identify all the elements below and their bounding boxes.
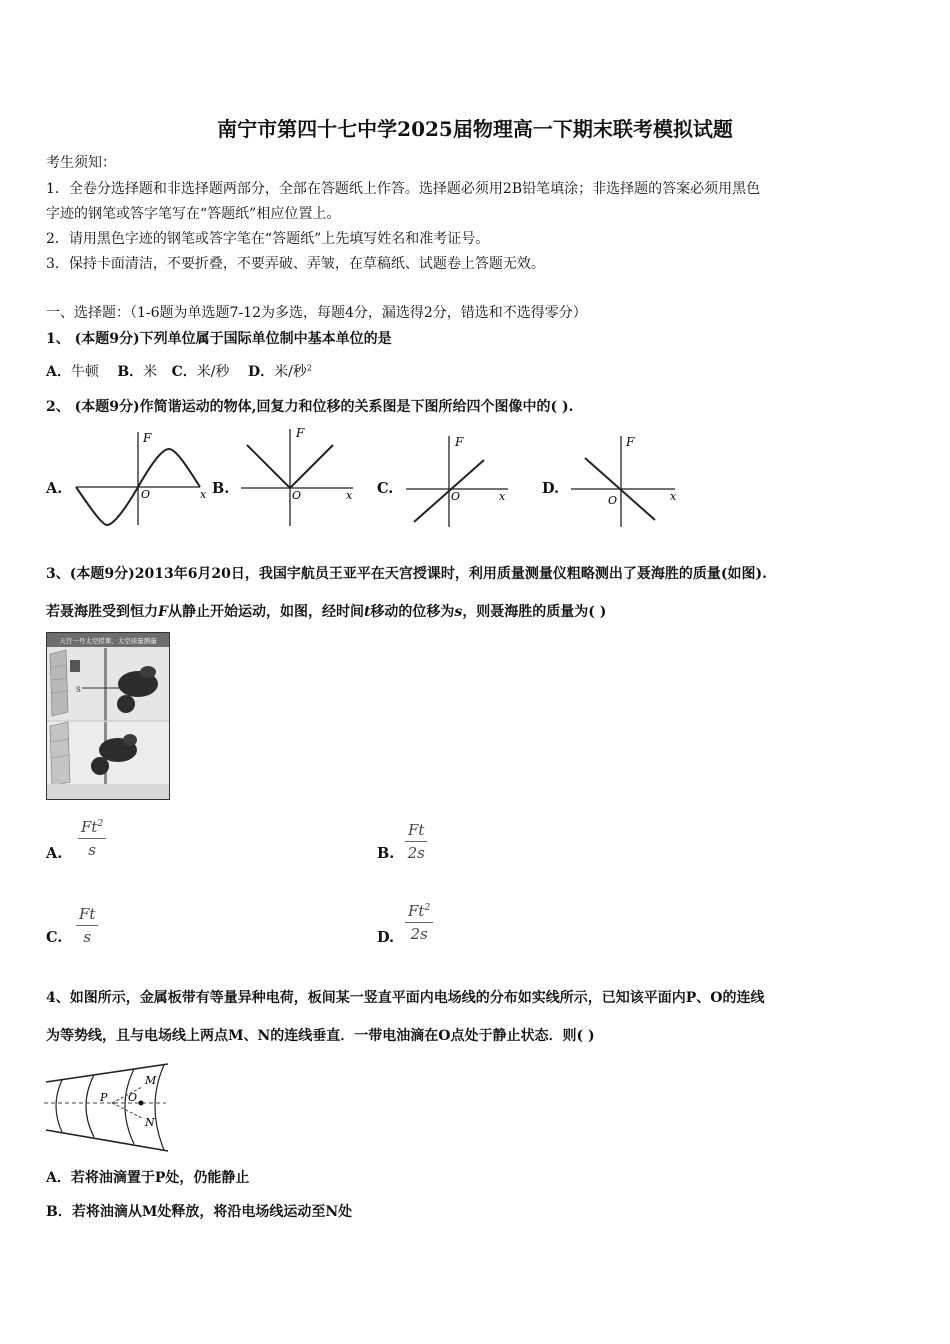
photo-caption: 天宫一号太空授课、太空质量测量 [59, 637, 157, 645]
q3-option-d-den: 2s [410, 925, 428, 943]
q4-label-o: O [128, 1091, 138, 1104]
q3-stem-2 [46, 601, 606, 621]
q4-pn-dashed [112, 1103, 142, 1118]
q1-option-a-label: A． [46, 364, 71, 380]
graph-b-f-label: F [296, 426, 305, 440]
q3-option-b-label: B. [377, 845, 395, 862]
graph-c-x-label: x [499, 490, 506, 503]
q2-graph-c [400, 432, 515, 530]
q2-graph-d [565, 432, 680, 530]
q3-option-a-num: Ft [81, 818, 98, 836]
q2-graph-a [72, 428, 212, 528]
graph-b-right-line [290, 445, 333, 488]
notice-heading: 考生须知： [46, 155, 116, 171]
q4-stem-2: 为等势线，且与电场线上两点M、N的连线垂直．一带电油滴在O点处于静止状态．则( ) [46, 1028, 595, 1044]
q1-option-c: 米/秒 [196, 364, 230, 380]
graph-a-x-label: x [200, 488, 207, 501]
q3-option-d-num: Ft [408, 902, 425, 920]
q3-option-b-fraction [405, 821, 427, 862]
q1-option-b: 米 [143, 364, 158, 380]
q2-label-b: B. [212, 480, 230, 497]
q1-stem: 1、 (本题9分)下列单位属于国际单位制中基本单位的是 [46, 331, 392, 347]
notice-line-3: 3．保持卡面清洁，不要折叠，不要弄破、弄皱，在草稿纸、试题卷上答题无效。 [46, 256, 545, 272]
q4-bottom-plate [46, 1130, 168, 1151]
q3-stem-1: 3、(本题9分)2013年6月20日，我国宇航员王亚平在天宫授课时，利用质量测量仪粗略测出了聂海胜的质量(如图). [46, 566, 768, 582]
q3-stem-f: F [158, 604, 168, 620]
q3-photo-mass-measurement [46, 632, 170, 800]
q3-option-a-label: A. [46, 845, 63, 862]
q3-option-c-num: Ft [79, 905, 96, 923]
q1-option-d: 米/秒 [274, 364, 307, 380]
q4-point-o [139, 1101, 144, 1106]
q4-field-line-2 [86, 1075, 94, 1137]
q1-options [46, 361, 312, 381]
q3-stem-2a: 若聂海胜受到恒力 [46, 604, 158, 620]
graph-a-f-label: F [143, 431, 152, 445]
q1-option-d-sup: 2 [306, 363, 312, 373]
graph-c-origin: O [451, 490, 461, 503]
q4-field-line-4 [155, 1065, 164, 1150]
q3-stem-2d: ，则聂海胜的质量为( ) [462, 604, 607, 620]
graph-d-origin: O [608, 494, 618, 507]
q2-graph-b [235, 425, 360, 528]
q4-label-p: P [100, 1091, 108, 1104]
q4-field-line-1 [56, 1080, 62, 1132]
q3-option-d-sup: 2 [424, 903, 431, 913]
q3-stem-s: s [454, 604, 463, 620]
photo-s-label: S [76, 686, 81, 694]
q1-option-a: 牛顿 [70, 364, 99, 380]
graph-b-origin: O [292, 489, 302, 502]
q3-option-d-label: D. [377, 929, 395, 946]
q3-option-a-den: s [88, 841, 96, 859]
graph-b-x-label: x [346, 489, 353, 502]
q1-option-b-label: B． [117, 364, 144, 380]
q3-stem-2b: 从静止开始运动，如图，经时间 [167, 604, 364, 620]
q2-label-d: D. [542, 480, 560, 497]
q3-option-c-den: s [83, 928, 92, 946]
section-heading: 一、选择题：（1-6题为单选题7-12为多选，每题4分，漏选得2分，错选和不选得零分） [46, 305, 587, 321]
q1-option-d-label: D． [247, 364, 275, 380]
q4-option-b: B．若将油滴从M处释放，将沿电场线运动至N处 [46, 1204, 353, 1220]
notice-line-1a: 1．全卷分选择题和非选择题两部分，全部在答题纸上作答。选择题必须用2B铅笔填涂；非选择题的答案必须用黑色 [46, 181, 761, 197]
q4-option-a: A．若将油滴置于P处，仍能静止 [46, 1170, 250, 1186]
graph-d-x-label: x [670, 490, 677, 503]
q3-option-d-fraction [405, 902, 433, 943]
graph-c-f-label: F [455, 435, 464, 449]
q3-option-c-fraction [76, 905, 98, 946]
q3-stem-2c: 移动的位移为 [370, 604, 455, 620]
q3-stem-t: t [363, 604, 371, 620]
q4-label-m: M [145, 1074, 157, 1087]
notice-line-2: 2．请用黑色字迹的钢笔或答字笔在“答题纸”上先填写姓名和准考证号。 [46, 231, 490, 247]
q4-field-line-3 [125, 1069, 134, 1144]
q2-label-c: C. [377, 480, 394, 497]
q4-label-n: N [145, 1116, 155, 1129]
q2-stem: 2、 (本题9分)作简谐运动的物体,回复力和位移的关系图是下图所给四个图像中的( ). [46, 399, 574, 415]
q3-option-a-fraction [78, 818, 106, 859]
graph-b-left-line [247, 445, 290, 488]
q3-option-a-sup: 2 [97, 819, 104, 829]
graph-d-f-label: F [626, 435, 635, 449]
q3-option-b-den: 2s [407, 844, 425, 862]
q4-stem-1: 4、如图所示，金属板带有等量异种电荷，板间某一竖直平面内电场线的分布如实线所示，已知该平面内P、O的连线 [46, 990, 765, 1006]
notice-line-1b: 字迹的钢笔或答字笔写在“答题纸”相应位置上。 [46, 206, 341, 222]
q1-option-c-label: C． [171, 364, 197, 380]
q3-option-b-num: Ft [408, 821, 425, 839]
q2-label-a: A. [46, 480, 63, 497]
q4-field-figure [42, 1060, 172, 1155]
graph-a-origin: O [141, 488, 151, 501]
q3-option-c-label: C. [46, 929, 63, 946]
page-title: 南宁市第四十七中学2025届物理高一下期末联考模拟试题 [217, 117, 733, 141]
